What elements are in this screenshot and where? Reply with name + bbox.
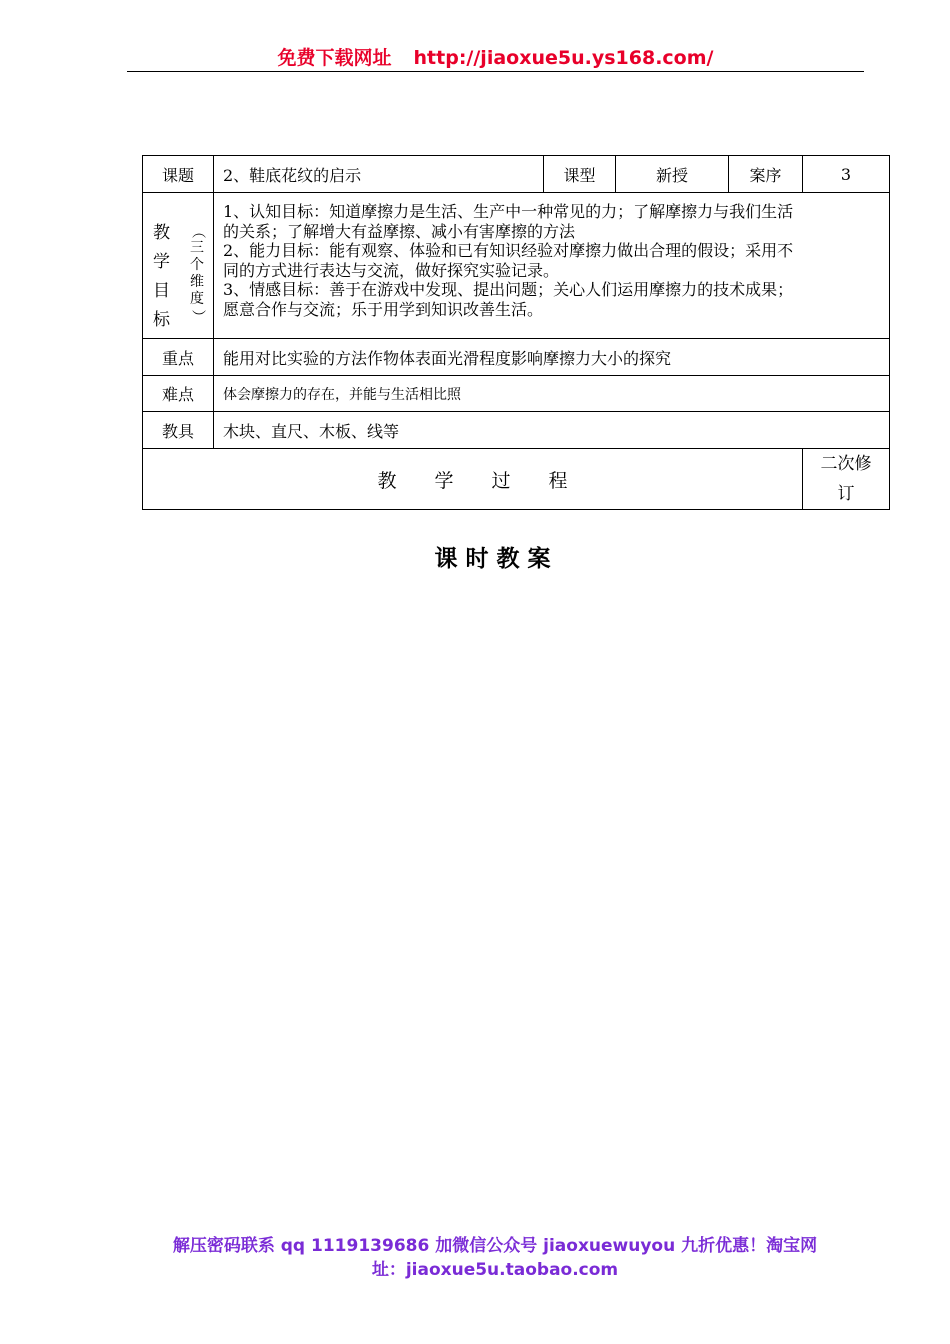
difficulty-value: 体会摩擦力的存在，并能与生活相比照 [214, 376, 890, 412]
process-title: 教学过程 [143, 449, 803, 510]
objectives-label-cell [143, 193, 214, 339]
sublabel-char: （ [189, 224, 206, 239]
order-value: 3 [803, 156, 890, 193]
objectives-label-char: 教 [153, 223, 170, 243]
revision-label-line1: 二次修 [820, 454, 872, 474]
objective-line: 2、能力目标：能有观察、体验和已有知识经验对摩擦力做出合理的假设；采用不 [223, 241, 794, 260]
objective-line: 的关系；了解增大有益摩擦、减小有害摩擦的方法 [223, 221, 576, 241]
table-row-key-point [143, 339, 890, 376]
type-label: 课型 [544, 156, 616, 193]
header-site-url[interactable]: http://jiaoxue5u.ys168.com/ [413, 47, 714, 69]
order-label: 案序 [729, 156, 803, 193]
objectives-content [214, 193, 890, 339]
sublabel-char: 个 [190, 257, 204, 273]
lesson-plan-table [142, 155, 890, 510]
tools-label: 教具 [143, 412, 214, 449]
header-site-label: 免费下载网址 [277, 47, 392, 69]
footer-notice [120, 1234, 870, 1282]
table-row-objectives [143, 193, 890, 339]
document-title: 课时教案 [434, 546, 559, 572]
objective-line: 3、情感目标：善于在游戏中发现、提出问题；关心人们运用摩擦力的技术成果； [223, 280, 794, 299]
objectives-label-char: 标 [153, 310, 170, 330]
sublabel-char: 维 [190, 274, 204, 290]
table-row-process [143, 449, 890, 510]
key-point-label: 重点 [143, 339, 214, 376]
objectives-label-char: 目 [153, 281, 170, 301]
revision-cell [803, 449, 890, 510]
objectives-sublabel [189, 223, 205, 325]
footer-line1: 解压密码联系 qq 1119139686 加微信公众号 jiaoxuewuyou 九折优惠！淘宝网 [172, 1236, 818, 1256]
sublabel-char: 三 [190, 240, 204, 256]
objectives-label-char: 学 [153, 252, 170, 272]
topic-label: 课题 [143, 156, 214, 193]
table-row-difficulty [143, 376, 890, 412]
objective-line: 同的方式进行表达与交流，做好探究实验记录。 [223, 260, 560, 280]
objective-line: 1、认知目标：知道摩擦力是生活、生产中一种常见的力；了解摩擦力与我们生活 [223, 202, 794, 221]
sublabel-char: ） [189, 309, 206, 324]
difficulty-label: 难点 [143, 376, 214, 412]
topic-value: 2、鞋底花纹的启示 [214, 156, 544, 193]
table-row-tools [143, 412, 890, 449]
objectives-label [153, 219, 171, 335]
revision-label-line2: 订 [837, 484, 855, 504]
key-point-value: 能用对比实验的方法作物体表面光滑程度影响摩擦力大小的探究 [214, 339, 890, 376]
tools-value: 木块、直尺、木板、线等 [214, 412, 890, 449]
objective-line: 愿意合作与交流；乐于用学到知识改善生活。 [223, 299, 544, 319]
header-divider [127, 71, 864, 72]
footer-line2[interactable]: 址：jiaoxue5u.taobao.com [371, 1260, 619, 1280]
sublabel-char: 度 [190, 291, 204, 307]
type-value: 新授 [616, 156, 729, 193]
table-row-topic [143, 156, 890, 193]
header-banner [127, 43, 864, 70]
